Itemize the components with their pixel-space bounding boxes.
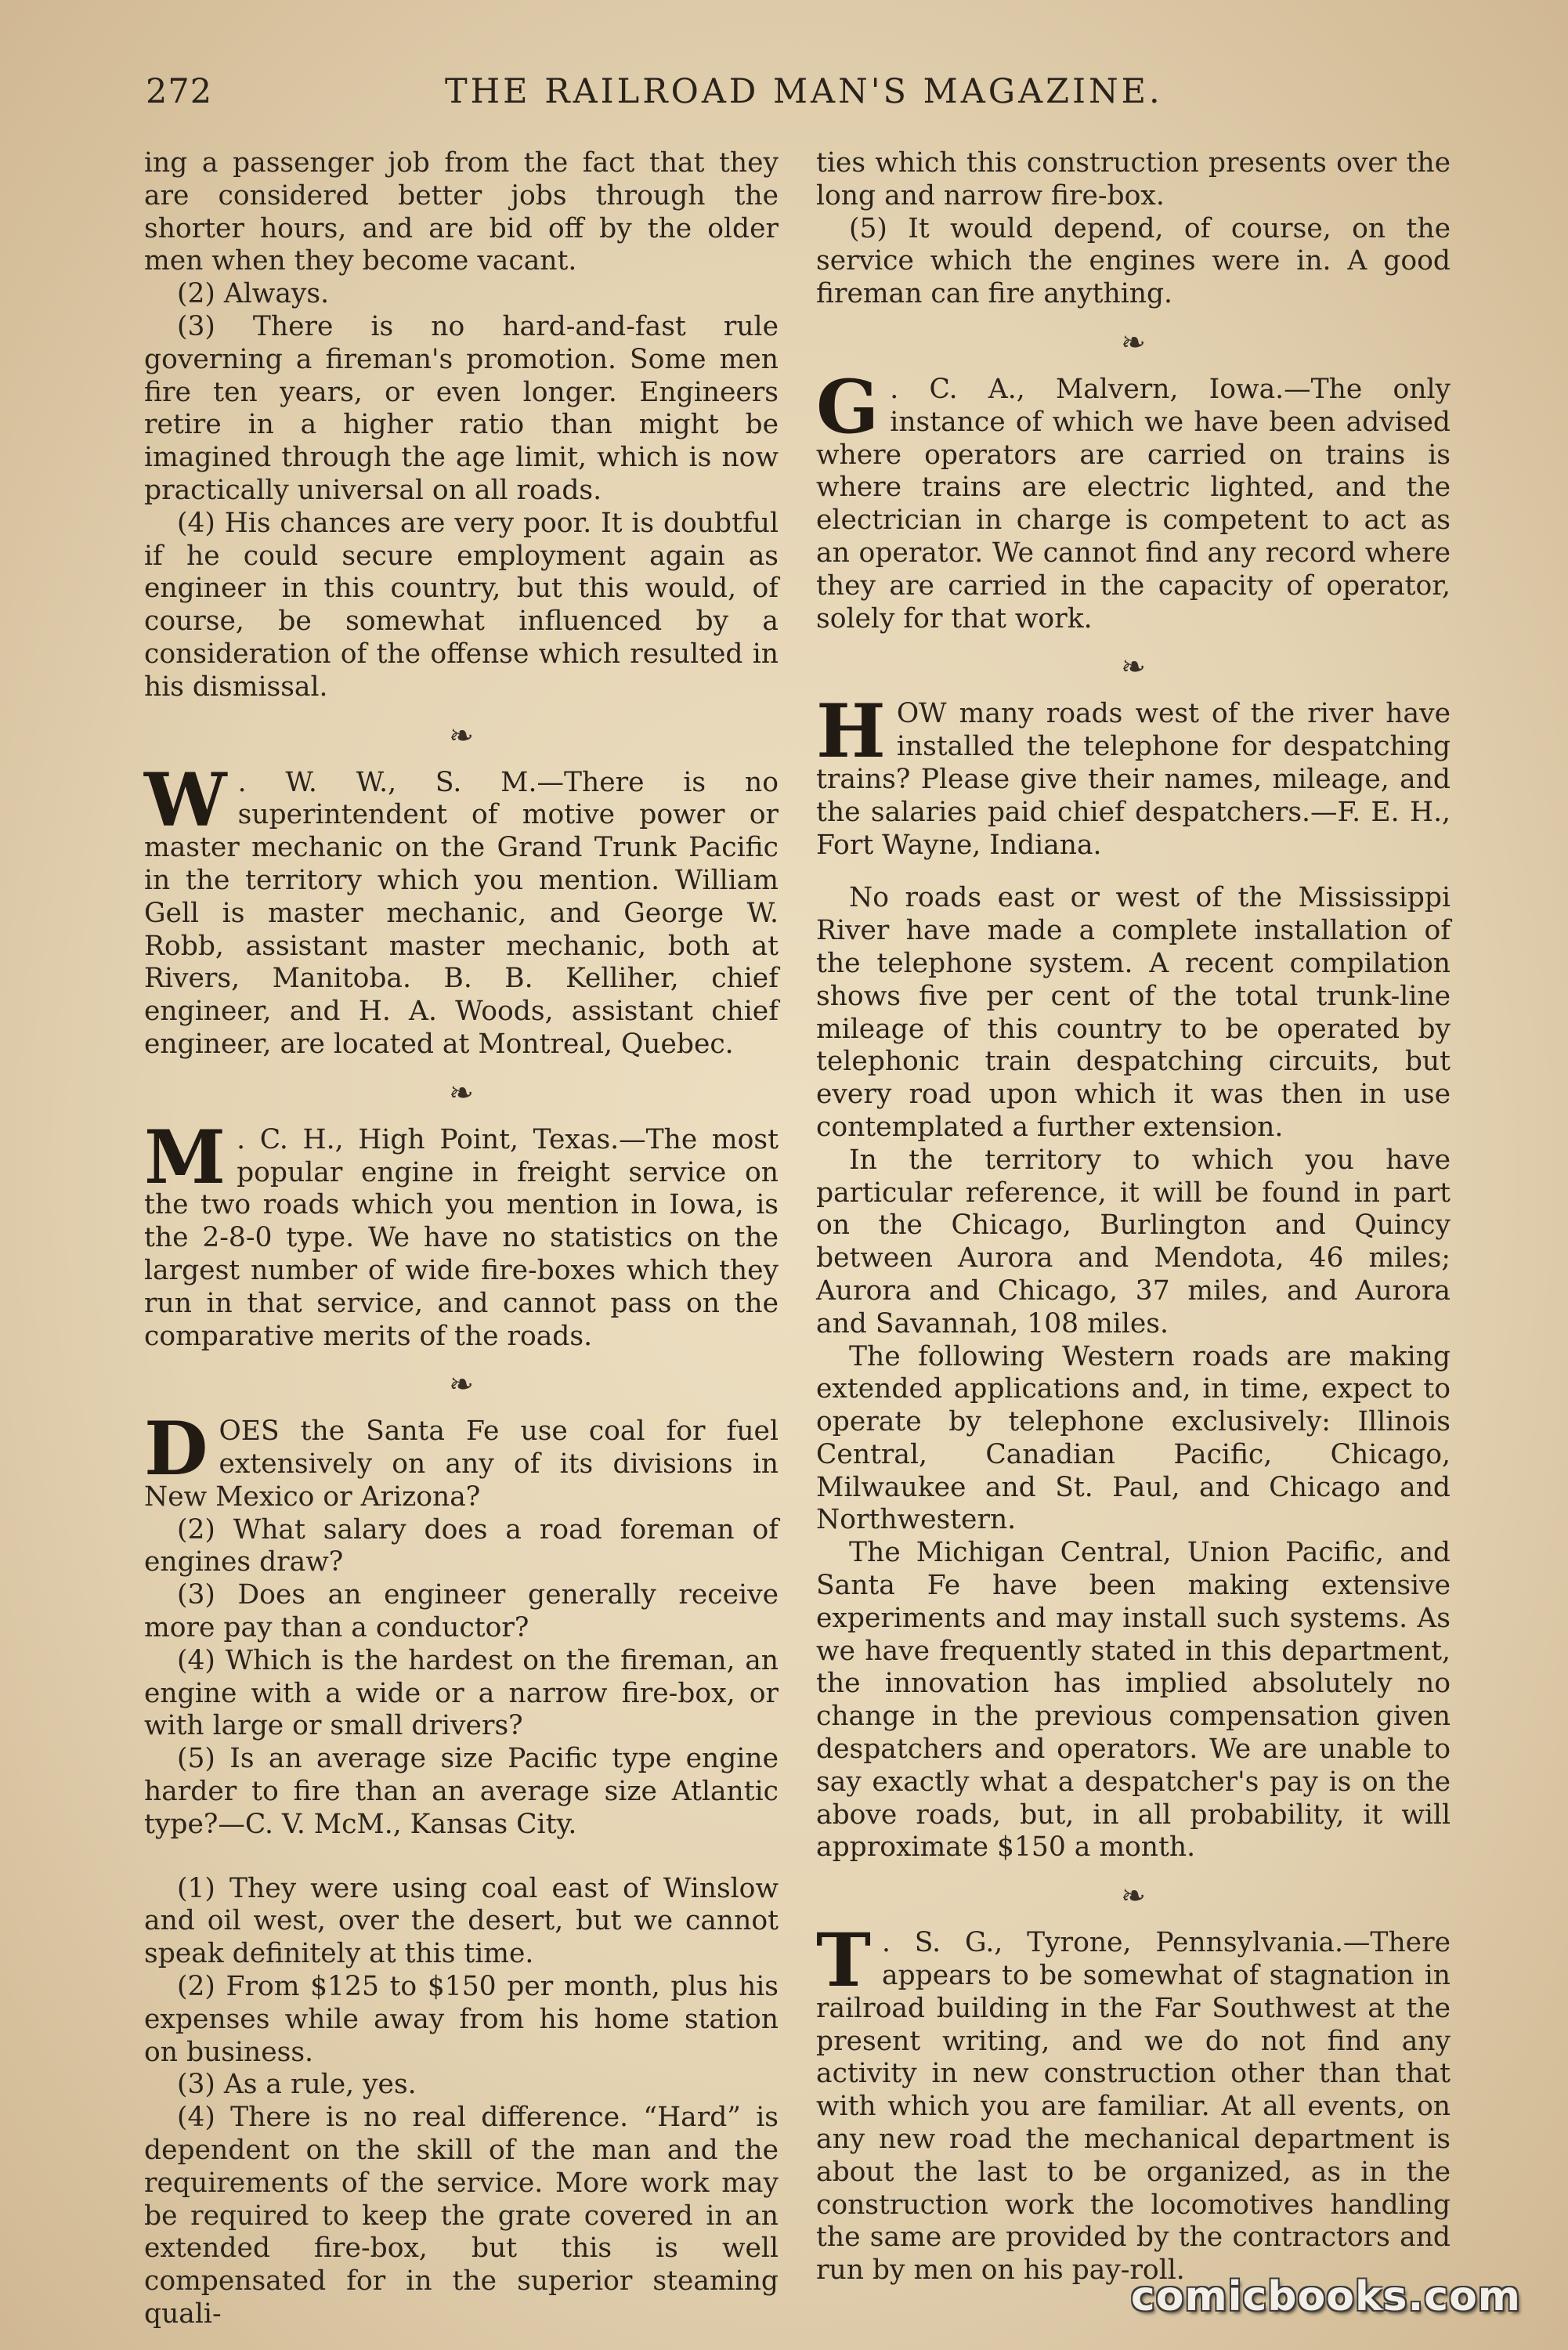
paragraph: (4) His chances are very poor. It is doubtful if he could secure employment again as engineer in this country, but this would, of course, be somewhat influenced by a consideration of the offense which resulted in his dismissal. [144, 507, 779, 703]
answer-mch [144, 1114, 779, 1354]
paragraph: ing a passenger job from the fact that they are considered better jobs through the shorter hours, and are bid off by the older men when they become vacant. [144, 147, 779, 277]
drop-cap: G [816, 363, 880, 450]
answer-text: . C. A., Malvern, Iowa.—The only instance of which we have been advised where operators are carried on trains is where trains are electric lighted, and the electrician in charge is competent to act as an operator. We cannot find any record where they are carried in the capacity of operator, solely for that work. [816, 373, 1451, 634]
paragraph: In the territory to which you have particular reference, it will be found in part on the Chicago, Burlington and Quincy between Aurora and Mendota, 46 miles; Aurora and Chicago, 37 miles, and Aurora and Savannah, 108 miles. [816, 1144, 1451, 1340]
right-column [816, 147, 1451, 2287]
answer-text: . W. W., S. M.—There is no superintendent of motive power or master mechanic on the Grand Trunk Pacific in the territory which you mention. William Gell is master mechanic, and George W. Robb, assistant master mechanic, both at Rivers, Manitoba. B. B. Kelliher, chief engineer, and H. A. Woods, assistant chief engineer, are located at Montreal, Quebec. [144, 766, 779, 1060]
spacer [144, 1842, 779, 1873]
question-how [816, 689, 1451, 862]
watermark-logo: comicbooks.com [1130, 2273, 1521, 2320]
left-column [144, 147, 779, 2331]
answer-gca [816, 363, 1451, 635]
paragraph: (5) It would depend, of course, on the service which the engines were in. A good fireman can fire anything. [816, 212, 1451, 310]
section-ornament: ❧ [1121, 324, 1146, 360]
answer-tsg [816, 1918, 1451, 2287]
page-number: 272 [146, 72, 213, 111]
section-ornament: ❧ [449, 1075, 474, 1110]
paragraph: (3) There is no hard-and-fast rule governing a fireman's promotion. Some men fire ten years, or even longer. Engineers retire in a higher ratio than might be imagined through the age limit, which is now practically universal on all roads. [144, 310, 779, 506]
drop-cap: W [144, 757, 227, 844]
drop-cap: H [816, 689, 886, 776]
section-ornament: ❧ [449, 718, 474, 753]
drop-cap: M [144, 1114, 226, 1201]
paragraph: (2) Always. [177, 278, 330, 310]
paragraph: (2) From $125 to $150 per month, plus his expenses while away from his home station on business. [144, 1971, 779, 2068]
spacer [816, 862, 1451, 882]
paragraph: No roads east or west of the Mississippi River have made a complete installation of the telephone system. A recent compilation shows five per cent of the total trunk-line mileage of this country to be operated by telephonic train despatching circuits, but every road upon which it was then in use contemplated a further extension. [816, 882, 1451, 1143]
paragraph: ties which this construction presents over the long and narrow fire-box. [816, 147, 1451, 212]
section-ornament: ❧ [449, 1367, 474, 1402]
drop-cap: D [144, 1406, 208, 1493]
paragraph: The Michigan Central, Union Pacific, and Santa Fe have been making extensive experiments and may install such systems. As we have frequently stated in this department, the innovation has implied absolutely no change in the previous compensation given despatchers and operators. We are unable to say exactly what a despatcher's pay is on the above roads, but, in all probability, it will approximate $150 a month. [816, 1537, 1451, 1864]
question-text: OW many roads west of the river have installed the telephone for despatching trains? Please give their names, mileage, and the salaries paid chief despatchers.—F. E. H., Fort Wayne, Indiana. [816, 698, 1451, 861]
paragraph: (4) Which is the hardest on the fireman, an engine with a wide or a narrow fire-box, or with large or small drivers? [144, 1644, 779, 1742]
answer-www [144, 757, 779, 1061]
answer-text: . S. G., Tyrone, Pennsylvania.—There appears to be somewhat of stagnation in railroad building in the Far Southwest at the present writing, and we do not find any activity in new construction other than that with which you are familiar. At all events, on any new road the mechanical department is about the last to be organized, as in the construction work the locomotives handling the same are provided by the contractors and run by men on his pay-roll. [816, 1927, 1451, 2287]
question-does [144, 1406, 779, 1513]
section-ornament: ❧ [1121, 649, 1146, 685]
drop-cap: T [816, 1918, 871, 2005]
paragraph: (5) Is an average size Pacific type engine harder to fire than an average size Atlantic type?—C. V. McM., Kansas City. [144, 1743, 779, 1840]
paragraph: The following Western roads are making extended applications and, in time, expect to operate by telephone exclusively: Illinois Central, Canadian Pacific, Chicago, Milwaukee and St. Paul, and Chicago and Northwestern. [816, 1340, 1451, 1536]
running-head: THE RAILROAD MAN'S MAGAZINE. [445, 72, 1163, 111]
paragraph: (4) There is no real difference. “Hard” is dependent on the skill of the man and the requirements of the service. More work may be required to keep the grate covered in an extended fire-box, but this is well compensated for in the superior steaming quali- [144, 2102, 779, 2330]
paragraph: (3) Does an engineer generally receive more pay than a conductor? [144, 1579, 779, 1644]
section-ornament: ❧ [1121, 1878, 1146, 1914]
paragraph: (2) What salary does a road foreman of engines draw? [144, 1513, 779, 1578]
paragraph: (3) As a rule, yes. [177, 2069, 417, 2101]
answer-text: . C. H., High Point, Texas.—The most popular engine in freight service on the two roads which you mention in Iowa, is the 2-8-0 type. We have no statistics on the largest number of wide fire-boxes which they run in that service, and cannot pass on the comparative merits of the roads. [144, 1123, 779, 1352]
question-text: OES the Santa Fe use coal for fuel extensively on any of its divisions in New Mexico or Arizona? [144, 1415, 779, 1513]
paragraph: (1) They were using coal east of Winslow and oil west, over the desert, but we cannot speak definitely at this time. [144, 1872, 779, 1970]
